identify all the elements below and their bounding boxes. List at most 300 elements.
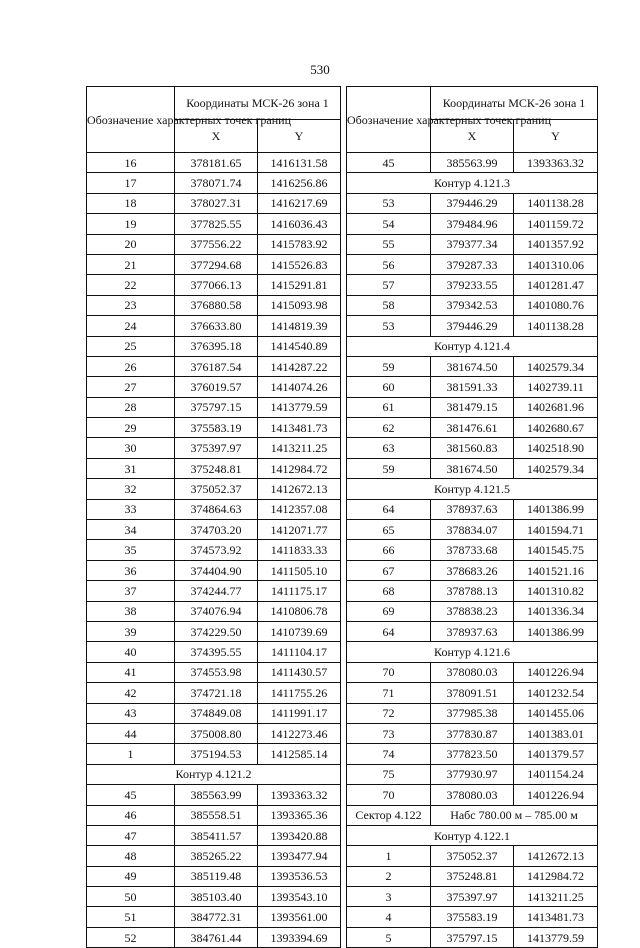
point-number: 1	[87, 744, 175, 764]
coordinate-y: 1401154.24	[514, 764, 598, 784]
table-row	[347, 316, 598, 336]
coordinate-y: 1401386.99	[514, 499, 598, 519]
point-number: 70	[347, 785, 431, 805]
left-table-body	[87, 153, 341, 948]
coordinate-y: 1401379.57	[514, 744, 598, 764]
table-row	[87, 275, 341, 295]
coordinate-x: 378091.51	[431, 683, 514, 703]
coordinate-y: 1393477.94	[258, 846, 341, 866]
coordinate-x: 378683.26	[431, 560, 514, 580]
point-number: 32	[87, 479, 175, 499]
coordinate-x: 375008.80	[175, 723, 258, 743]
coordinate-x: 374229.50	[175, 621, 258, 641]
point-number: 48	[87, 846, 175, 866]
coordinate-y: 1411755.26	[258, 683, 341, 703]
point-number: 43	[87, 703, 175, 723]
coordinate-x: 377556.22	[175, 234, 258, 254]
table-row	[87, 295, 341, 315]
coordinate-y: 1402579.34	[514, 458, 598, 478]
coordinate-x: 378027.31	[175, 193, 258, 213]
point-number: 71	[347, 683, 431, 703]
table-row	[87, 723, 341, 743]
point-number: 75	[347, 764, 431, 784]
coordinate-y: 1413481.73	[514, 907, 598, 927]
coordinate-y: 1411833.33	[258, 540, 341, 560]
contour-section-title: Контур 4.121.2	[87, 764, 341, 784]
point-number: 45	[87, 785, 175, 805]
coordinate-x: 379342.53	[431, 295, 514, 315]
table-row	[347, 418, 598, 438]
table-row	[87, 254, 341, 274]
coordinate-x: 378071.74	[175, 173, 258, 193]
contour-section-title: Контур 4.121.5	[347, 479, 598, 499]
table-row	[87, 927, 341, 947]
table-row	[347, 153, 598, 173]
point-number: 68	[347, 581, 431, 601]
coordinate-x: 374244.77	[175, 581, 258, 601]
contour-section-title: Контур 4.122.1	[347, 825, 598, 845]
coordinate-x: 377823.50	[431, 744, 514, 764]
point-number: 74	[347, 744, 431, 764]
point-number: 26	[87, 356, 175, 376]
point-number: 50	[87, 887, 175, 907]
table-row	[87, 887, 341, 907]
point-number: 24	[87, 316, 175, 336]
contour-section-row	[87, 764, 341, 784]
table-row	[347, 499, 598, 519]
table-row	[347, 846, 598, 866]
coordinate-x: 374703.20	[175, 520, 258, 540]
coordinate-y: 1413779.59	[258, 397, 341, 417]
point-number: 16	[87, 153, 175, 173]
coordinate-y: 1401226.94	[514, 662, 598, 682]
coordinate-x: 381560.83	[431, 438, 514, 458]
coordinate-y: 1401386.99	[514, 621, 598, 641]
coordinate-y: 1401138.28	[514, 316, 598, 336]
coordinate-x: 374076.94	[175, 601, 258, 621]
point-number: 25	[87, 336, 175, 356]
table-row	[87, 377, 341, 397]
coordinate-y: 1401226.94	[514, 785, 598, 805]
coordinate-x: 378181.65	[175, 153, 258, 173]
coordinate-y: 1415783.92	[258, 234, 341, 254]
coordinates-table-left	[86, 86, 341, 948]
page-number: 530	[310, 62, 330, 77]
point-number: 23	[87, 295, 175, 315]
point-number: 46	[87, 805, 175, 825]
coordinate-y: 1401594.71	[514, 520, 598, 540]
coordinate-y: 1412984.72	[258, 458, 341, 478]
coordinate-y: 1416131.58	[258, 153, 341, 173]
coordinate-y: 1401357.92	[514, 234, 598, 254]
table-row	[87, 825, 341, 845]
sector-label: Сектор 4.122	[347, 805, 431, 825]
header-coordinates: Координаты МСК-26 зона 1	[431, 87, 598, 120]
point-number: 33	[87, 499, 175, 519]
point-number: 72	[347, 703, 431, 723]
table-row	[347, 785, 598, 805]
table-row	[87, 683, 341, 703]
coordinate-y: 1415526.83	[258, 254, 341, 274]
coordinate-y: 1410806.78	[258, 601, 341, 621]
coordinate-y: 1393365.36	[258, 805, 341, 825]
coordinate-y: 1413211.25	[514, 887, 598, 907]
coordinate-x: 379446.29	[431, 316, 514, 336]
header-x: X	[431, 120, 514, 153]
coordinate-y: 1410739.69	[258, 621, 341, 641]
point-number: 59	[347, 458, 431, 478]
coordinate-x: 376019.57	[175, 377, 258, 397]
coordinate-x: 379287.33	[431, 254, 514, 274]
coordinate-y: 1411991.17	[258, 703, 341, 723]
coordinate-x: 378838.23	[431, 601, 514, 621]
point-number: 65	[347, 520, 431, 540]
coordinate-y: 1416217.69	[258, 193, 341, 213]
coordinate-x: 377985.38	[431, 703, 514, 723]
coordinate-y: 1413481.73	[258, 418, 341, 438]
point-number: 31	[87, 458, 175, 478]
table-row	[347, 193, 598, 213]
coordinate-y: 1393561.00	[258, 907, 341, 927]
coordinate-y: 1393363.32	[514, 153, 598, 173]
table-row	[87, 214, 341, 234]
coordinate-y: 1411430.57	[258, 662, 341, 682]
header-point-label: Обозначение характерных точек границ	[347, 87, 431, 153]
point-number: 21	[87, 254, 175, 274]
coordinate-y: 1401138.28	[514, 193, 598, 213]
table-row	[347, 560, 598, 580]
coordinate-y: 1401455.06	[514, 703, 598, 723]
coordinate-y: 1414287.22	[258, 356, 341, 376]
coordinate-x: 375052.37	[175, 479, 258, 499]
table-row	[87, 560, 341, 580]
table-row	[347, 703, 598, 723]
coordinate-y: 1415093.98	[258, 295, 341, 315]
point-number: 62	[347, 418, 431, 438]
coordinate-y: 1393420.88	[258, 825, 341, 845]
table-row	[347, 458, 598, 478]
coordinate-y: 1401545.75	[514, 540, 598, 560]
coordinate-y: 1401521.16	[514, 560, 598, 580]
table-row	[87, 397, 341, 417]
coordinate-x: 375583.19	[175, 418, 258, 438]
coordinates-table-right	[346, 86, 598, 948]
point-number: 37	[87, 581, 175, 601]
coordinate-y: 1416036.43	[258, 214, 341, 234]
coordinate-x: 378788.13	[431, 581, 514, 601]
coordinate-x: 377930.97	[431, 764, 514, 784]
coordinate-x: 374553.98	[175, 662, 258, 682]
coordinate-x: 374864.63	[175, 499, 258, 519]
table-row	[87, 356, 341, 376]
contour-section-row	[347, 336, 598, 356]
coordinate-y: 1401232.54	[514, 683, 598, 703]
point-number: 44	[87, 723, 175, 743]
point-number: 30	[87, 438, 175, 458]
coordinate-x: 381476.61	[431, 418, 514, 438]
point-number: 45	[347, 153, 431, 173]
coordinate-y: 1402518.90	[514, 438, 598, 458]
point-number: 27	[87, 377, 175, 397]
coordinate-y: 1401080.76	[514, 295, 598, 315]
coordinate-x: 385265.22	[175, 846, 258, 866]
coordinate-x: 378733.68	[431, 540, 514, 560]
coordinate-x: 377066.13	[175, 275, 258, 295]
table-row	[87, 418, 341, 438]
table-row	[87, 479, 341, 499]
coordinate-x: 374395.55	[175, 642, 258, 662]
table-row	[347, 887, 598, 907]
coordinate-x: 379446.29	[431, 193, 514, 213]
coordinate-x: 376880.58	[175, 295, 258, 315]
coordinate-x: 375583.19	[431, 907, 514, 927]
coordinate-y: 1402681.96	[514, 397, 598, 417]
table-row	[87, 662, 341, 682]
header-y: Y	[514, 120, 598, 153]
coordinate-x: 385411.57	[175, 825, 258, 845]
coordinate-y: 1402579.34	[514, 356, 598, 376]
point-number: 70	[347, 662, 431, 682]
coordinate-x: 375248.81	[431, 866, 514, 886]
coordinate-x: 378834.07	[431, 520, 514, 540]
table-row	[87, 316, 341, 336]
coordinate-y: 1412984.72	[514, 866, 598, 886]
coordinate-y: 1393363.32	[258, 785, 341, 805]
table-row	[87, 601, 341, 621]
contour-section-row	[347, 642, 598, 662]
table-row	[347, 621, 598, 641]
coordinate-y: 1414540.89	[258, 336, 341, 356]
coordinate-y: 1412357.08	[258, 499, 341, 519]
coordinate-y: 1393543.10	[258, 887, 341, 907]
contour-section-title: Контур 4.121.4	[347, 336, 598, 356]
contour-section-title: Контур 4.121.3	[347, 173, 598, 193]
table-row	[87, 336, 341, 356]
table-row	[87, 540, 341, 560]
coordinate-y: 1411175.17	[258, 581, 341, 601]
coordinate-y: 1393394.69	[258, 927, 341, 947]
coordinate-y: 1416256.86	[258, 173, 341, 193]
coordinate-y: 1412672.13	[258, 479, 341, 499]
coordinate-x: 374849.08	[175, 703, 258, 723]
coordinate-y: 1401310.82	[514, 581, 598, 601]
coordinate-x: 376633.80	[175, 316, 258, 336]
coordinate-x: 378937.63	[431, 499, 514, 519]
point-number: 64	[347, 621, 431, 641]
coordinate-x: 385563.99	[175, 785, 258, 805]
point-number: 19	[87, 214, 175, 234]
point-number: 54	[347, 214, 431, 234]
point-number: 39	[87, 621, 175, 641]
coordinate-x: 379484.96	[431, 214, 514, 234]
coordinate-y: 1415291.81	[258, 275, 341, 295]
table-row	[347, 520, 598, 540]
point-number: 58	[347, 295, 431, 315]
table-row	[87, 846, 341, 866]
point-number: 28	[87, 397, 175, 417]
point-number: 35	[87, 540, 175, 560]
coordinate-x: 381591.33	[431, 377, 514, 397]
table-row	[347, 214, 598, 234]
point-number: 41	[87, 662, 175, 682]
contour-section-title: Контур 4.121.6	[347, 642, 598, 662]
point-number: 63	[347, 438, 431, 458]
coordinate-x: 384772.31	[175, 907, 258, 927]
table-row	[347, 866, 598, 886]
table-row	[347, 397, 598, 417]
table-row	[347, 254, 598, 274]
contour-section-row	[347, 479, 598, 499]
point-number: 49	[87, 866, 175, 886]
coordinate-y: 1401281.47	[514, 275, 598, 295]
coordinate-x: 374573.92	[175, 540, 258, 560]
table-row	[347, 234, 598, 254]
table-row	[347, 723, 598, 743]
table-row	[347, 907, 598, 927]
coordinate-y: 1411505.10	[258, 560, 341, 580]
table-row	[87, 866, 341, 886]
table-row	[87, 438, 341, 458]
coordinate-y: 1401336.34	[514, 601, 598, 621]
table-row	[347, 275, 598, 295]
coordinate-y: 1412071.77	[258, 520, 341, 540]
coordinate-y: 1402680.67	[514, 418, 598, 438]
coordinate-y: 1401159.72	[514, 214, 598, 234]
point-number: 20	[87, 234, 175, 254]
coordinate-x: 375194.53	[175, 744, 258, 764]
coordinate-x: 374404.90	[175, 560, 258, 580]
point-number: 53	[347, 316, 431, 336]
point-number: 42	[87, 683, 175, 703]
point-number: 5	[347, 927, 431, 947]
coordinate-x: 381674.50	[431, 356, 514, 376]
table-row	[347, 581, 598, 601]
contour-section-row	[347, 825, 598, 845]
coordinate-y: 1413211.25	[258, 438, 341, 458]
coordinate-y: 1401310.06	[514, 254, 598, 274]
coordinate-x: 379233.55	[431, 275, 514, 295]
header-y: Y	[258, 120, 341, 153]
coordinate-x: 377294.68	[175, 254, 258, 274]
coordinate-x: 384761.44	[175, 927, 258, 947]
point-number: 34	[87, 520, 175, 540]
coordinate-y: 1412672.13	[514, 846, 598, 866]
coordinate-x: 375397.97	[175, 438, 258, 458]
table-row	[347, 683, 598, 703]
coordinate-x: 375797.15	[175, 397, 258, 417]
coordinate-x: 378080.03	[431, 662, 514, 682]
coordinate-y: 1414819.39	[258, 316, 341, 336]
coordinate-x: 376187.54	[175, 356, 258, 376]
table-row	[87, 581, 341, 601]
coordinate-x: 385563.99	[431, 153, 514, 173]
coordinate-y: 1412585.14	[258, 744, 341, 764]
point-number: 47	[87, 825, 175, 845]
coordinate-x: 377825.55	[175, 214, 258, 234]
table-row	[87, 153, 341, 173]
right-table-body	[347, 153, 598, 948]
coordinate-x: 377830.87	[431, 723, 514, 743]
point-number: 2	[347, 866, 431, 886]
coordinate-x: 374721.18	[175, 683, 258, 703]
header-coordinates: Координаты МСК-26 зона 1	[175, 87, 341, 120]
table-row	[87, 703, 341, 723]
table-row	[87, 642, 341, 662]
coordinate-x: 376395.18	[175, 336, 258, 356]
point-number: 53	[347, 193, 431, 213]
point-number: 61	[347, 397, 431, 417]
header-x: X	[175, 120, 258, 153]
table-row	[347, 438, 598, 458]
point-number: 57	[347, 275, 431, 295]
coordinate-y: 1402739.11	[514, 377, 598, 397]
point-number: 59	[347, 356, 431, 376]
coordinate-x: 375397.97	[431, 887, 514, 907]
point-number: 40	[87, 642, 175, 662]
table-row	[347, 540, 598, 560]
table-row	[347, 927, 598, 947]
coordinate-y: 1393536.53	[258, 866, 341, 886]
coordinate-x: 385103.40	[175, 887, 258, 907]
table-row	[347, 662, 598, 682]
coordinate-x: 375248.81	[175, 458, 258, 478]
coordinate-x: 378937.63	[431, 621, 514, 641]
sector-row	[347, 805, 598, 825]
point-number: 73	[347, 723, 431, 743]
coordinate-x: 381674.50	[431, 458, 514, 478]
table-row	[87, 744, 341, 764]
table-row	[87, 785, 341, 805]
contour-section-row	[347, 173, 598, 193]
point-number: 1	[347, 846, 431, 866]
coordinate-x: 385119.48	[175, 866, 258, 886]
table-row	[87, 621, 341, 641]
coordinate-x: 375052.37	[431, 846, 514, 866]
table-row	[87, 805, 341, 825]
coordinate-x: 381479.15	[431, 397, 514, 417]
point-number: 29	[87, 418, 175, 438]
table-row	[87, 458, 341, 478]
point-number: 22	[87, 275, 175, 295]
point-number: 52	[87, 927, 175, 947]
point-number: 51	[87, 907, 175, 927]
point-number: 60	[347, 377, 431, 397]
coordinate-x: 378080.03	[431, 785, 514, 805]
table-row	[87, 193, 341, 213]
sector-height-range: Набс 780.00 м – 785.00 м	[431, 805, 598, 825]
point-number: 17	[87, 173, 175, 193]
coordinate-x: 385558.51	[175, 805, 258, 825]
table-row	[87, 520, 341, 540]
table-row	[87, 907, 341, 927]
coordinate-x: 375797.15	[431, 927, 514, 947]
table-row	[347, 295, 598, 315]
table-row	[347, 377, 598, 397]
coordinate-y: 1413779.59	[514, 927, 598, 947]
coordinate-y: 1411104.17	[258, 642, 341, 662]
coordinate-y: 1401383.01	[514, 723, 598, 743]
header-point-label: Обозначение характерных точек границ	[87, 87, 175, 153]
point-number: 3	[347, 887, 431, 907]
table-row	[87, 173, 341, 193]
point-number: 69	[347, 601, 431, 621]
point-number: 55	[347, 234, 431, 254]
coordinate-y: 1412273.46	[258, 723, 341, 743]
table-row	[87, 234, 341, 254]
table-row	[347, 764, 598, 784]
table-row	[347, 356, 598, 376]
table-row	[87, 499, 341, 519]
